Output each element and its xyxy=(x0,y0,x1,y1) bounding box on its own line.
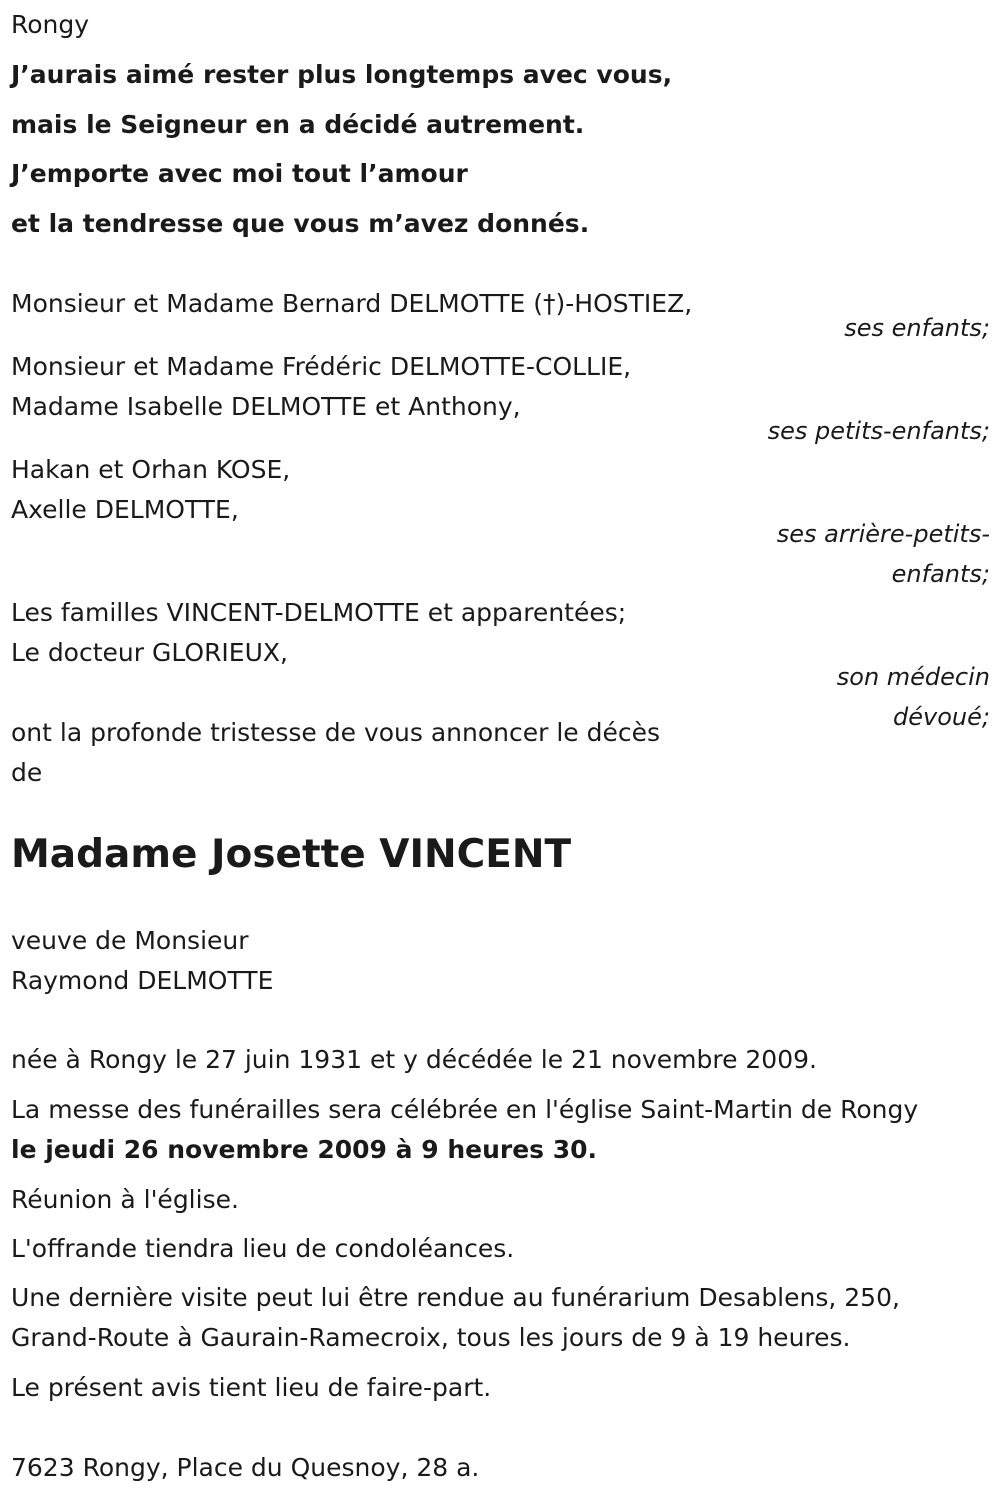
cross-icon: † xyxy=(543,289,556,318)
town-header: Rongy xyxy=(11,10,90,39)
widow-line-2: Raymond DELMOTTE xyxy=(11,966,274,995)
doctor-relation-1: son médecin xyxy=(836,663,990,691)
poem-line-4: et la tendresse que vous m’avez donnés. xyxy=(11,209,590,238)
grandchildren-relation: ses petits-enfants; xyxy=(767,417,990,445)
widow-line-1: veuve de Monsieur xyxy=(11,926,249,955)
grandchildren-line-1: Monsieur et Madame Frédéric DELMOTTE-COLLIE, xyxy=(11,352,632,381)
deceased-name: Madame Josette VINCENT xyxy=(11,832,572,877)
children-name-end: )-HOSTIEZ, xyxy=(555,289,693,318)
grandchildren-line-2: Madame Isabelle DELMOTTE et Anthony, xyxy=(11,392,521,421)
great-grandchildren-relation-2: enfants; xyxy=(891,560,990,588)
children-line xyxy=(11,284,692,324)
doctor-relation-2: dévoué; xyxy=(893,703,990,731)
poem-line-1: J’aurais aimé rester plus longtemps avec vous, xyxy=(11,60,673,89)
birth-death-line: née à Rongy le 27 juin 1931 et y décédée le 21 novembre 2009. xyxy=(11,1045,817,1074)
doctor-line: Le docteur GLORIEUX, xyxy=(11,638,288,667)
announcement-line-1: ont la profonde tristesse de vous annoncer le décès xyxy=(11,718,661,747)
notice-line: Le présent avis tient lieu de faire-part. xyxy=(11,1373,492,1402)
visit-line-2: Grand-Route à Gaurain-Ramecroix, tous les jours de 9 à 19 heures. xyxy=(11,1323,851,1352)
mass-date: le jeudi 26 novembre 2009 à 9 heures 30. xyxy=(11,1135,598,1164)
poem-line-2: mais le Seigneur en a décidé autrement. xyxy=(11,110,585,139)
offering-line: L'offrande tiendra lieu de condoléances. xyxy=(11,1234,515,1263)
meeting-line: Réunion à l'église. xyxy=(11,1185,239,1214)
great-grandchildren-relation-1: ses arrière-petits- xyxy=(776,520,990,548)
families-line: Les familles VINCENT-DELMOTTE et apparentées; xyxy=(11,598,627,627)
address-line: 7623 Rongy, Place du Quesnoy, 28 a. xyxy=(11,1453,480,1482)
visit-line-1: Une dernière visite peut lui être rendue au funérarium Desablens, 250, xyxy=(11,1283,900,1312)
announcement-line-2: de xyxy=(11,758,43,787)
mass-line: La messe des funérailles sera célébrée en l'église Saint-Martin de Rongy xyxy=(11,1095,919,1124)
children-name-start: Monsieur et Madame Bernard DELMOTTE ( xyxy=(11,289,544,318)
great-grandchildren-line-2: Axelle DELMOTTE, xyxy=(11,495,239,524)
great-grandchildren-line-1: Hakan et Orhan KOSE, xyxy=(11,455,291,484)
children-relation: ses enfants; xyxy=(844,314,990,342)
poem-line-3: J’emporte avec moi tout l’amour xyxy=(11,159,468,188)
